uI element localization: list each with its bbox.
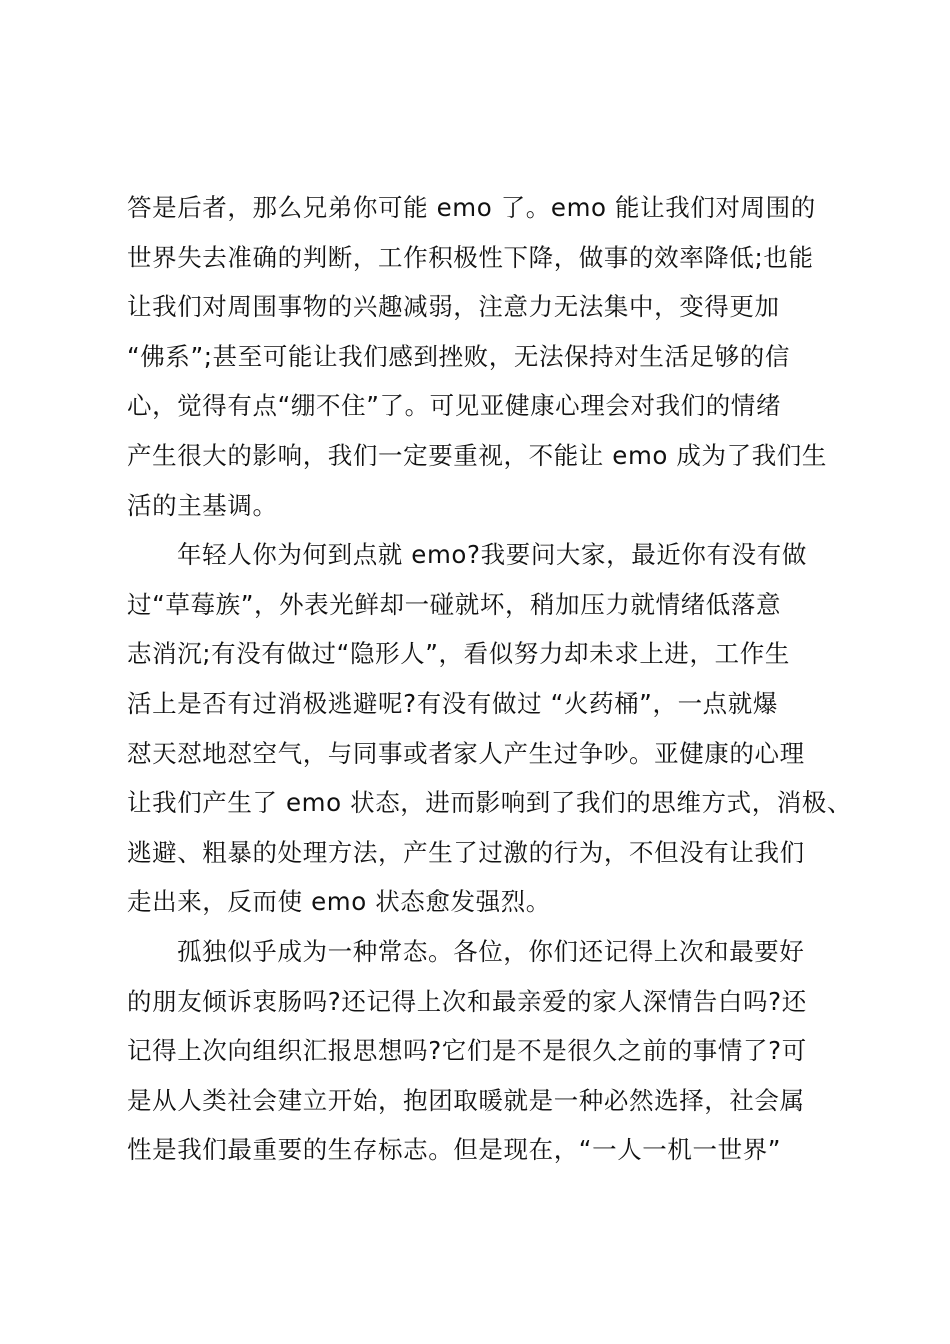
- text-line: 孤独似乎成为一种常态。各位，你们还记得上次和最要好: [177, 936, 805, 966]
- text-line: 年轻人你为何到点就 emo?我要问大家，最近你有没有做: [177, 540, 807, 570]
- paragraph: [127, 530, 857, 927]
- paragraph: [127, 927, 857, 1175]
- text-line: 让我们产生了 emo 状态，进而影响到了我们的思维方式，消极、: [127, 788, 853, 818]
- text-line: 答是后者，那么兄弟你可能 emo 了。emo 能让我们对周围的: [127, 193, 816, 222]
- text-line: 心，觉得有点“绷不住”了。可见亚健康心理会对我们的情绪: [127, 391, 782, 421]
- text-line: 志消沉;有没有做过“隐形人”，看似努力却未求上进，工作生: [127, 639, 790, 669]
- text-line: 走出来，反而使 emo 状态愈发强烈。: [127, 887, 551, 917]
- text-line: 活的主基调。: [127, 490, 278, 520]
- text-line: 性是我们最重要的生存标志。但是现在，“一人一机一世界”: [127, 1135, 782, 1165]
- text-line: 逃避、粗暴的处理方法，产生了过激的行为，不但没有让我们: [127, 837, 805, 867]
- text-line: 是从人类社会建立开始，抱团取暖就是一种必然选择，社会属: [127, 1085, 805, 1115]
- text-line: 记得上次向组织汇报思想吗?它们是不是很久之前的事情了?可: [127, 1036, 807, 1066]
- text-line: 过“草莓族”，外表光鲜却一碰就坏，稍加压力就情绪低落意: [127, 589, 782, 619]
- paragraph: [127, 183, 857, 530]
- text-line: 让我们对周围事物的兴趣减弱，注意力无法集中，变得更加: [127, 292, 780, 322]
- text-line: 怼天怼地怼空气，与同事或者家人产生过争吵。亚健康的心理: [127, 738, 805, 768]
- text-line: 世界失去准确的判断，工作积极性下降，做事的效率降低;也能: [127, 242, 814, 272]
- text-line: 活上是否有过消极逃避呢?有没有做过 “火药桶”，一点就爆: [127, 688, 778, 718]
- text-line: 产生很大的影响，我们一定要重视，不能让 emo 成为了我们生: [127, 440, 828, 470]
- text-line: “佛系”;甚至可能让我们感到挫败，无法保持对生活足够的信: [127, 341, 790, 371]
- body-text: [127, 183, 857, 1175]
- text-line: 的朋友倾诉衷肠吗?还记得上次和最亲爱的家人深情告白吗?还: [127, 986, 807, 1016]
